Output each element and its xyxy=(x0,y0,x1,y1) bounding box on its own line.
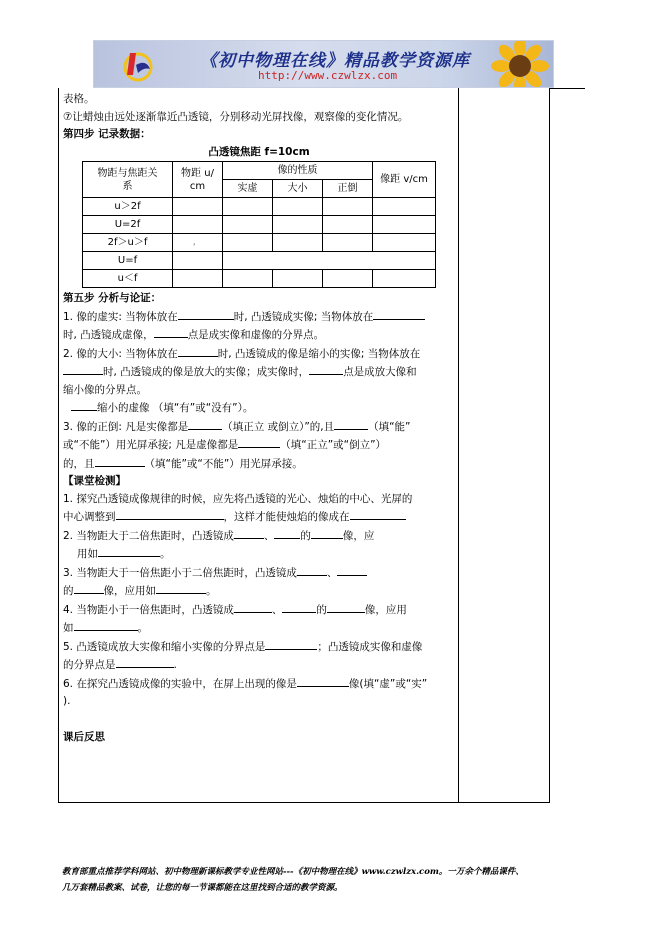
step5-p2-line1: 2. 像的大小: 当物体放在 时, 凸透镜成的像是缩小的实像; 当物体放在 xyxy=(63,345,455,364)
header-relation: 物距与焦距关 系 xyxy=(83,162,173,198)
row-label: U=2f xyxy=(83,216,173,234)
site-logo-icon xyxy=(120,47,156,83)
header-banner xyxy=(93,40,554,88)
q5-line1: 5. 凸透镜成放大实像和缩小实像的分界点是 ；凸透镜成实像和虚像 xyxy=(63,638,455,657)
q4-line1: 4. 当物距小于一倍焦距时，凸透镜成 、 的 像，应用 xyxy=(63,601,455,620)
row-label: 2f＞u＞f xyxy=(83,234,173,252)
q1-line2: 中心调整到 ，这样才能使烛焰的像成在 xyxy=(63,508,455,527)
intro-line-1: 表格。 xyxy=(63,93,95,105)
lesson-content xyxy=(63,91,455,746)
header-size: 大小 xyxy=(273,180,323,198)
row-label: u＞2f xyxy=(83,198,173,216)
step5-heading: 第五步 分析与论证： xyxy=(63,292,162,304)
step5-p3-line3: 的，且 （填“能”或“不能”）用光屏承接。 xyxy=(63,455,455,474)
step5-p1-line2: 时, 凸透镜成虚像， 点是成实像和虚像的分界点。 xyxy=(63,326,455,345)
check-heading: 【课堂检测】 xyxy=(63,475,126,487)
footer-line-1: 教育部重点推荐学科网站、初中物理新课标教学专业性网站---《初中物理在线》www.czwlzx.com。一万余个精品课件、 xyxy=(62,867,524,877)
table-row xyxy=(83,252,436,270)
footer-line-2: 几万套精品教案、试卷，让您的每一节课都能在这里找到合适的教学资源。 xyxy=(62,883,343,893)
row-label: U=f xyxy=(83,252,173,270)
q6-line1: 6. 在探究凸透镜成像的实验中，在屏上出现的像是 像(填“虚”或“实” xyxy=(63,675,455,694)
banner-url: http://www.czwlzx.com xyxy=(258,69,398,82)
q3-line2: 的 像，应用如 。 xyxy=(63,582,455,601)
q3-line1: 3. 当物距大于一倍焦距小于二倍焦距时，凸透镜成 、 xyxy=(63,564,455,583)
data-table xyxy=(82,161,436,288)
table-row xyxy=(83,270,436,288)
q5-line2: 的分界点是 . xyxy=(63,656,455,675)
reflection-heading: 课后反思 xyxy=(63,730,105,743)
header-orientation: 正倒 xyxy=(323,180,373,198)
step5-p2-line2: 时, 凸透镜成的像是放大的实像；成实像时， 点是成放大像和 xyxy=(63,363,455,382)
q1-line1: 1. 探究凸透镜成像规律的时候，应先将凸透镜的光心、烛焰的中心、光屏的 xyxy=(63,492,413,505)
q2-line1: 2. 当物距大于二倍焦距时，凸透镜成 、 的 像，应 xyxy=(63,527,455,546)
table-row xyxy=(83,198,436,216)
header-image-distance: 像距 v/cm xyxy=(373,162,436,198)
banner-title: 《初中物理在线》精品教学资源库 xyxy=(200,51,470,71)
q2-line2: 用如 。 xyxy=(63,545,455,564)
page-footer xyxy=(62,864,602,896)
step5-p2-line4: 缩小的虚像 （填“有”或“没有”）。 xyxy=(63,399,455,418)
step5-p3-line2: 或“不能”）用光屏承接; 凡是虚像都是 （填“正立”或“倒立”） xyxy=(63,436,455,455)
table-row xyxy=(83,216,436,234)
q4-line2: 如 。 xyxy=(63,619,455,638)
row-label: u＜f xyxy=(83,270,173,288)
header-real-virtual: 实虚 xyxy=(223,180,273,198)
table-caption: 凸透镜焦距 f=10cm xyxy=(208,145,310,158)
sunflower-icon xyxy=(491,40,549,88)
step5-p2-line3: 缩小像的分界点。 xyxy=(63,383,147,396)
step4-heading: 第四步 记录数据： xyxy=(63,128,151,140)
step5-p1-line1: 1. 像的虚实: 当物体放在 时, 凸透镜成实像; 当物体放在 xyxy=(63,308,455,327)
q6-line2: ). xyxy=(63,695,71,707)
table-row xyxy=(83,234,436,252)
header-object-distance: 物距 u/ cm xyxy=(173,162,223,198)
intro-line-2: ⑦让蜡烛由远处逐渐靠近凸透镜，分别移动光屏找像，观察像的变化情况。 xyxy=(63,110,409,123)
step5-p3-line1: 3. 像的正倒: 凡是实像都是 （填正立 或倒立）”的,且 （填“能” xyxy=(63,418,455,437)
stray-mark: ， xyxy=(173,234,223,252)
header-image-nature: 像的性质 xyxy=(223,162,373,180)
